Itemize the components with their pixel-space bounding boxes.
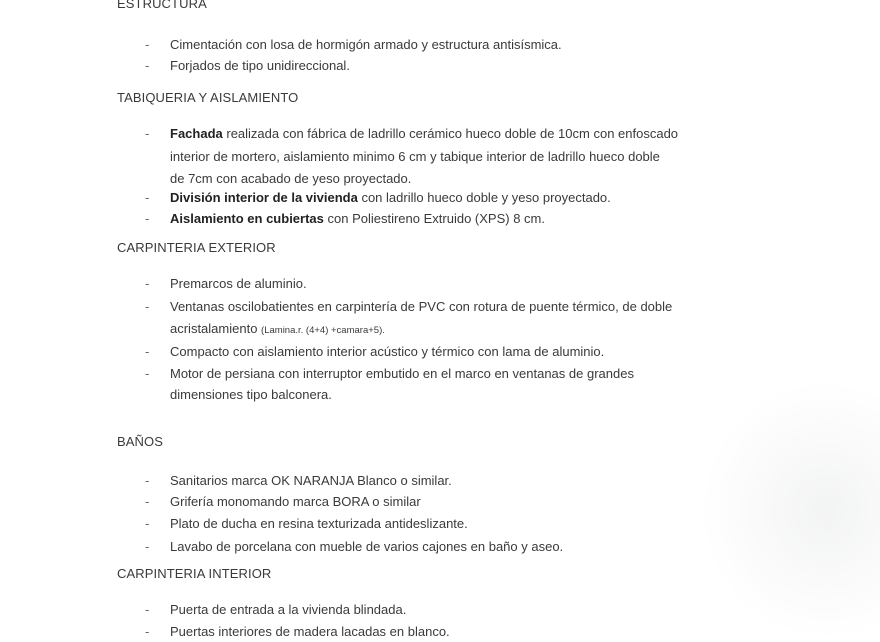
bullet-dash: - [145,58,150,73]
aislamiento-text: con Poliestireno Extruido (XPS) 8 cm. [323,211,545,226]
ventanas-line-1: Ventanas oscilobatientes en carpintería de PVC con rotura de puente térmico, de doble [170,299,673,314]
bullet-dash: - [145,299,150,314]
bullet-dash: - [145,344,150,359]
banos-item-1: Sanitarios marca OK NARANJA Blanco o similar. [170,473,452,488]
fachada-text-1: realizada con fábrica de ladrillo cerámico hueco doble de 10cm con enfoscado [222,126,679,141]
bullet-dash: - [145,494,150,509]
fachada-line-3: de 7cm con acabado de yeso proyectado. [170,171,412,186]
banos-item-2: Grifería monomando marca BORA o similar [170,494,421,509]
banos-item-3: Plato de ducha en resina texturizada antideslizante. [170,516,468,531]
bullet-dash: - [145,276,150,291]
bullet-dash: - [145,602,150,617]
ventanas-text-2: acristalamiento [170,321,262,336]
motor-line-1: Motor de persiana con interruptor embutido en el marco en ventanas de grandes [170,366,634,381]
carpinteria-interior-item-1: Puerta de entrada a la vivienda blindada. [170,602,407,617]
bullet-dash: - [145,37,150,52]
heading-banos: BAÑOS [117,434,164,449]
bullet-dash: - [145,211,150,226]
bullet-dash: - [145,366,150,381]
heading-estructura: ESTRUCTURA [117,0,207,11]
heading-carpinteria-interior: CARPINTERIA INTERIOR [117,566,272,581]
heading-tabiqueria: TABIQUERIA Y AISLAMIENTO [117,90,299,105]
division-bold: División interior de la vivienda [170,190,358,205]
ventanas-line-2 [170,318,385,341]
aislamiento-bold: Aislamiento en cubiertas [170,211,324,226]
division-text: con ladrillo hueco doble y yeso proyectado. [357,190,611,205]
division-interior-item [170,187,611,208]
carpinteria-interior-item-2: Puertas interiores de madera lacadas en blanco. [170,624,450,639]
bullet-dash: - [145,190,150,205]
estructura-item-2: Forjados de tipo unidireccional. [170,58,350,73]
bullet-dash: - [145,126,150,141]
bullet-dash: - [145,624,150,639]
motor-line-2: dimensiones tipo balconera. [170,387,332,402]
estructura-item-1: Cimentación con losa de hormigón armado y estructura antisísmica. [170,37,562,52]
ventanas-small-spec: (Lamina.r. (4+4) +camara+5). [261,325,385,336]
banos-item-4: Lavabo de porcelana con mueble de varios cajones en baño y aseo. [170,539,564,554]
compacto-item: Compacto con aislamiento interior acústico y térmico con lama de aluminio. [170,344,605,359]
bullet-dash: - [145,539,150,554]
fachada-bold: Fachada [170,126,223,141]
premarcos-item: Premarcos de aluminio. [170,276,307,291]
bullet-dash: - [145,473,150,488]
fachada-line-2: interior de mortero, aislamiento minimo 6 cm y tabique interior de ladrillo hueco doble [170,149,660,164]
scan-shadow [700,380,880,640]
fachada-line-1 [170,123,678,144]
aislamiento-item [170,208,545,229]
bullet-dash: - [145,516,150,531]
heading-carpinteria-exterior: CARPINTERIA EXTERIOR [117,240,276,255]
